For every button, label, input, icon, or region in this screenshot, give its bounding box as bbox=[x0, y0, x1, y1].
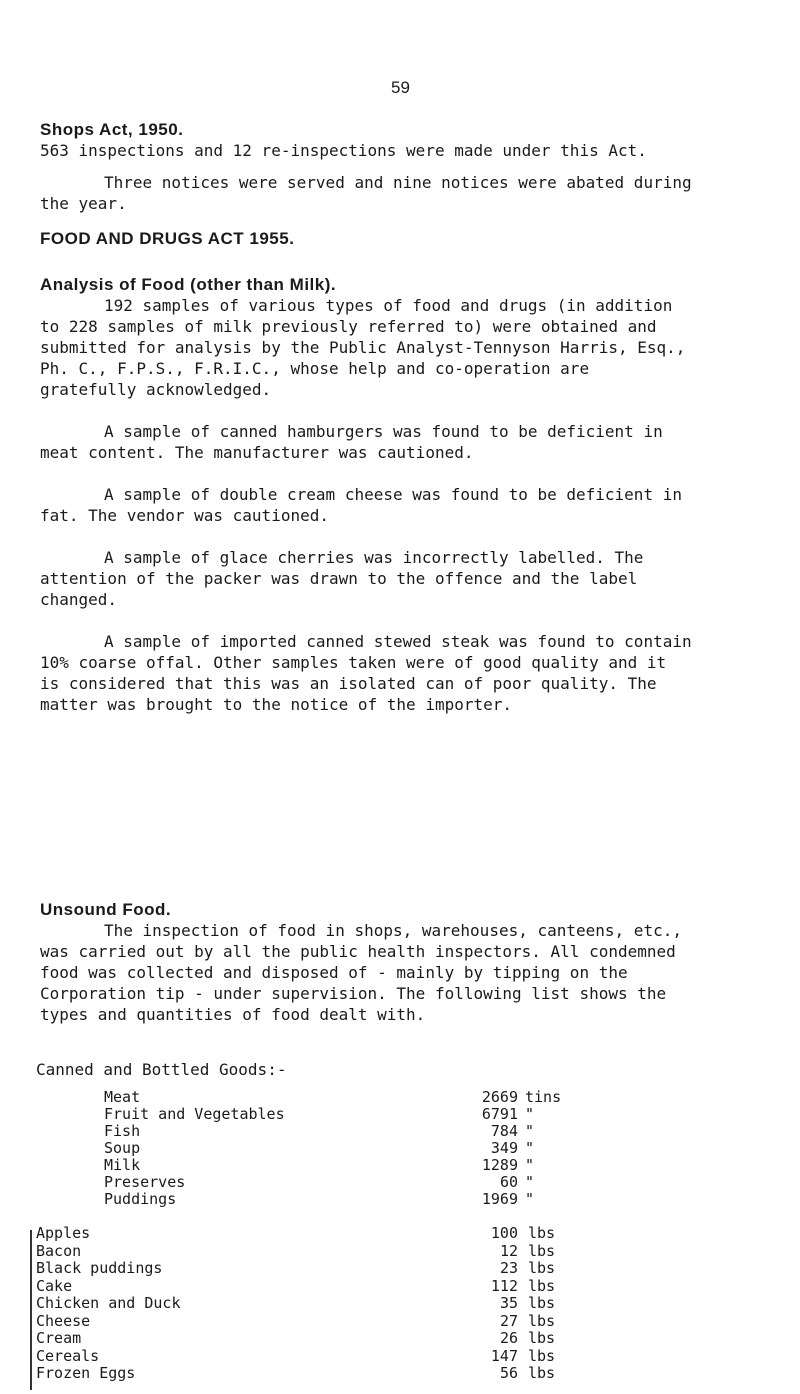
analysis-paragraph-5: A sample of imported canned stewed steak was found to contain 10% coarse offal. Other samples taken were of good quality and it is considered that this was an isolated can of poor quality. The matter was brought to the notice of the importer. bbox=[40, 632, 692, 714]
item-unit: lbs bbox=[528, 1224, 556, 1242]
item-name: Frozen Eggs bbox=[36, 1364, 136, 1382]
list-item bbox=[0, 1313, 800, 1331]
list-item bbox=[0, 1243, 800, 1261]
item-quantity: 23 bbox=[499, 1259, 518, 1277]
item-name: Preserves bbox=[104, 1173, 186, 1191]
analysis-heading: Analysis of Food (other than Milk). bbox=[40, 275, 337, 294]
list-item bbox=[0, 1140, 800, 1157]
food-drugs-heading: FOOD AND DRUGS ACT 1955. bbox=[40, 229, 295, 248]
item-name: Apples bbox=[36, 1224, 91, 1242]
item-unit: lbs bbox=[528, 1241, 556, 1260]
shops-act-heading: Shops Act, 1950. bbox=[40, 120, 184, 139]
item-name: Soup bbox=[104, 1139, 141, 1157]
canned-goods-title: Canned and Bottled Goods:- bbox=[36, 1060, 287, 1079]
item-unit: lbs bbox=[528, 1294, 556, 1312]
item-quantity: 349 bbox=[490, 1139, 518, 1157]
item-quantity: 6791 bbox=[481, 1105, 518, 1123]
list-item bbox=[0, 1174, 800, 1191]
unsound-food-heading: Unsound Food. bbox=[40, 900, 172, 919]
item-name: Cake bbox=[36, 1276, 73, 1295]
list-item bbox=[0, 1225, 800, 1243]
shops-act-inspections: 563 inspections and 12 re-inspections were made under this Act. bbox=[40, 141, 647, 160]
item-name: Milk bbox=[104, 1156, 141, 1174]
list-item bbox=[0, 1089, 800, 1106]
item-quantity: 100 bbox=[490, 1224, 518, 1242]
item-quantity: 35 bbox=[499, 1294, 518, 1312]
item-unit: tins bbox=[525, 1088, 562, 1106]
item-name: Fruit and Vegetables bbox=[104, 1105, 285, 1123]
list-item bbox=[0, 1106, 800, 1123]
list-item bbox=[0, 1157, 800, 1174]
analysis-paragraph-3: A sample of double cream cheese was found to be deficient in fat. The vendor was cautioned. bbox=[40, 485, 682, 525]
item-unit: " bbox=[525, 1105, 535, 1123]
item-quantity: 1969 bbox=[481, 1190, 518, 1208]
item-quantity: 27 bbox=[499, 1311, 518, 1330]
item-unit: lbs bbox=[528, 1329, 556, 1347]
list-item bbox=[0, 1330, 800, 1348]
item-quantity: 26 bbox=[499, 1329, 518, 1347]
item-name: Bacon bbox=[36, 1241, 82, 1260]
item-unit: " bbox=[525, 1122, 535, 1140]
list-item bbox=[0, 1348, 800, 1366]
item-unit: " bbox=[525, 1190, 535, 1208]
item-name: Cream bbox=[36, 1329, 82, 1347]
analysis-paragraph-1: 192 samples of various types of food and drugs (in addition to 228 samples of milk previously referred to) were obtained and submitted for analysis by the Public Analyst-Tennyson Harris, Esq., Ph. C., F.P.S., F.R.I.C., whose help and co-operation are gratefully acknowledged. bbox=[40, 296, 686, 399]
item-name: Meat bbox=[104, 1088, 141, 1106]
list-item bbox=[0, 1295, 800, 1313]
item-quantity: 147 bbox=[490, 1346, 518, 1365]
list-item bbox=[0, 1365, 800, 1383]
item-unit: lbs bbox=[528, 1276, 556, 1295]
item-name: Cheese bbox=[36, 1311, 91, 1330]
list-item bbox=[0, 1278, 800, 1296]
food-drugs-section bbox=[40, 229, 770, 249]
item-unit: lbs bbox=[528, 1311, 556, 1330]
item-name: Puddings bbox=[104, 1190, 177, 1208]
item-quantity: 12 bbox=[499, 1241, 518, 1260]
item-unit: lbs bbox=[528, 1259, 556, 1277]
item-quantity: 60 bbox=[499, 1173, 518, 1191]
analysis-section bbox=[40, 275, 770, 715]
item-quantity: 56 bbox=[499, 1364, 518, 1382]
item-name: Chicken and Duck bbox=[36, 1294, 181, 1312]
unsound-food-section bbox=[40, 900, 770, 1025]
item-unit: " bbox=[525, 1156, 535, 1174]
unsound-food-paragraph: The inspection of food in shops, warehouses, canteens, etc., was carried out by all the public health inspectors. All condemned food was collected and disposed of - mainly by tipping on the Corporation tip - under supervision. The following list shows the types and quantities of food dealt with. bbox=[40, 921, 682, 1024]
list-item bbox=[0, 1260, 800, 1278]
shops-act-section bbox=[40, 120, 770, 214]
item-unit: lbs bbox=[528, 1364, 556, 1382]
item-unit: lbs bbox=[528, 1346, 556, 1365]
item-name: Fish bbox=[104, 1122, 141, 1140]
item-quantity: 784 bbox=[490, 1122, 518, 1140]
page-number: 59 bbox=[391, 78, 410, 97]
item-quantity: 1289 bbox=[481, 1156, 518, 1174]
list-item bbox=[0, 1191, 800, 1208]
item-unit: " bbox=[525, 1139, 535, 1157]
analysis-paragraph-4: A sample of glace cherries was incorrectly labelled. The attention of the packer was drawn to the offence and the label changed. bbox=[40, 548, 644, 609]
scan-margin-line bbox=[30, 1230, 32, 1390]
item-name: Black puddings bbox=[36, 1259, 163, 1277]
item-quantity: 2669 bbox=[481, 1088, 518, 1106]
shops-act-notices: Three notices were served and nine notices were abated during the year. bbox=[40, 173, 692, 213]
item-unit: " bbox=[525, 1173, 535, 1191]
item-quantity: 112 bbox=[490, 1276, 518, 1295]
item-name: Cereals bbox=[36, 1346, 100, 1365]
analysis-paragraph-2: A sample of canned hamburgers was found to be deficient in meat content. The manufacturer was cautioned. bbox=[40, 422, 663, 462]
list-item bbox=[0, 1123, 800, 1140]
